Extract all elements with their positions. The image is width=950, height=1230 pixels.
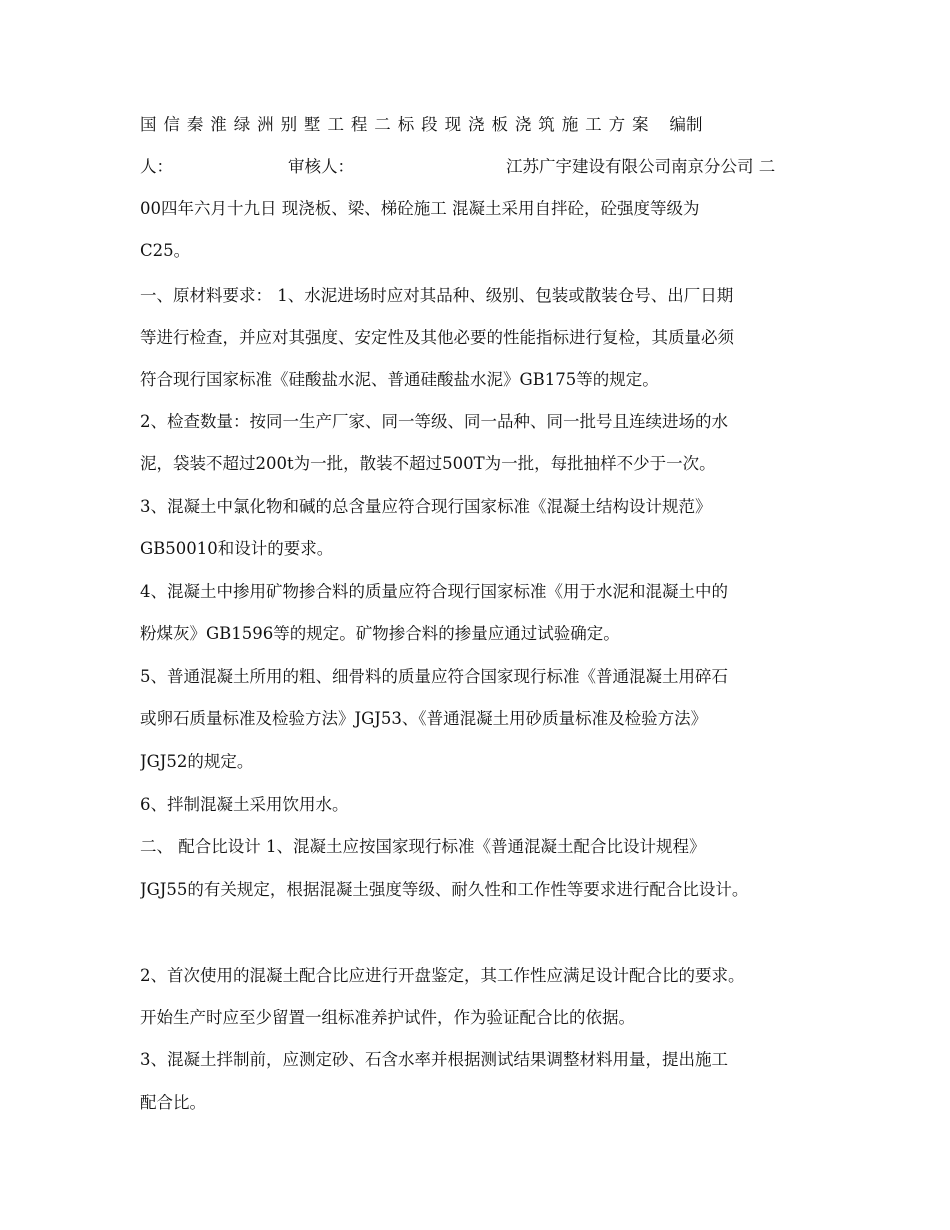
text-line: 二、 配合比设计 1、混凝土应按国家现行标准《普通混凝土配合比设计规程》 [140, 837, 706, 856]
grade-line [140, 234, 830, 268]
document-title: 国信秦淮绿洲别墅工程二标段现浇板浇筑施工方案 [140, 115, 656, 134]
company-name: 江苏广宇建设有限公司南京分公司 二 [506, 157, 776, 176]
date-line [140, 192, 830, 226]
title-line [140, 108, 830, 142]
text-line: 符合现行国家标准《硅酸盐水泥、普通硅酸盐水泥》GB175等的规定。 [140, 370, 659, 389]
text-line: 或卵石质量标准及检验方法》JGJ53、《普通混凝土用砂质量标准及检验方法》 [140, 709, 708, 728]
text-line: 开始生产时应至少留置一组标准养护试件，作为验证配合比的依据。 [140, 1008, 635, 1027]
concrete-grade: C25。 [140, 241, 191, 260]
text-line: JGJ52的规定。 [140, 752, 254, 771]
text-line: 5、普通混凝土所用的粗、细骨料的质量应符合国家现行标准《普通混凝土用碎石 [140, 667, 728, 686]
text-line: 4、混凝土中掺用矿物掺合料的质量应符合现行国家标准《用于水泥和混凝土中的 [140, 582, 728, 601]
editor-label-end: 人： [140, 157, 173, 176]
text-line: 等进行检查，并应对其强度、安定性及其他必要的性能指标进行复检，其质量必须 [140, 328, 734, 347]
text-line: GB50010和设计的要求。 [140, 539, 334, 558]
text-line: 配合比。 [140, 1093, 206, 1112]
signature-line [140, 150, 830, 184]
text-line: JGJ55的有关规定，根据混凝土强度等级、耐久性和工作性等要求进行配合比设计。 [140, 880, 749, 899]
text-line: 泥，袋装不超过200t为一批，散装不超过500T为一批，每批抽样不少于一次。 [140, 454, 716, 473]
date-and-summary: 00四年六月十九日 现浇板、梁、梯砼施工 混凝土采用自拌砼，砼强度等级为 [140, 199, 700, 218]
text-line: 粉煤灰》GB1596等的规定。矿物掺合料的掺量应通过试验确定。 [140, 624, 620, 643]
text-line: 6、拌制混凝土采用饮用水。 [140, 795, 349, 814]
reviewer-label: 审核人： [288, 157, 354, 176]
editor-label-start: 编制 [669, 115, 703, 134]
text-line: 一、原材料要求： 1、水泥进场时应对其品种、级别、包装或散装仓号、出厂日期 [140, 286, 734, 305]
text-line: 3、混凝土中氯化物和碱的总含量应符合现行国家标准《混凝土结构设计规范》 [140, 497, 712, 516]
text-line: 2、检查数量：按同一生产厂家、同一等级、同一品种、同一批号且连续进场的水 [140, 412, 728, 431]
text-line: 3、混凝土拌制前，应测定砂、石含水率并根据测试结果调整材料用量，提出施工 [140, 1050, 728, 1069]
text-line: 2、首次使用的混凝土配合比应进行开盘鉴定，其工作性应满足设计配合比的要求。 [140, 966, 745, 985]
